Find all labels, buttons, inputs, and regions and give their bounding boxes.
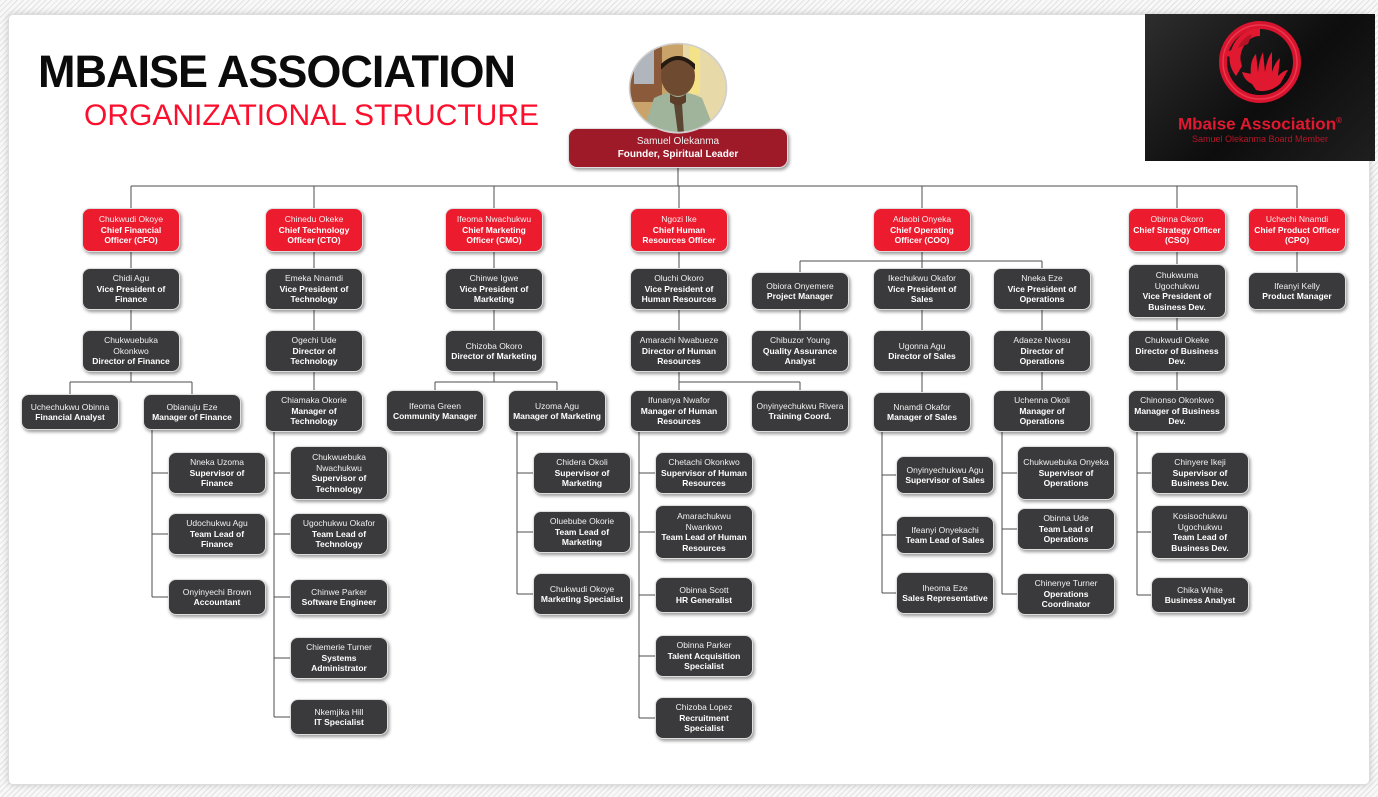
person-name: Onyinyechi Brown: [182, 586, 252, 597]
person-name: Ifunanya Nwafor: [648, 395, 710, 406]
person-title: Supervisor of Marketing: [554, 467, 610, 489]
org-node-biz_analyst: [1151, 577, 1249, 613]
person-name: Uzoma Agu: [535, 400, 579, 411]
org-node-sales_rep: [896, 572, 994, 614]
org-node-chro: [630, 208, 728, 252]
org-node-sys_admin: [290, 637, 388, 679]
person-name: Obianuju Eze: [166, 401, 218, 412]
person-name: Amarachi Nwabueze: [639, 335, 719, 346]
page-subtitle: ORGANIZATIONAL STRUCTURE: [84, 99, 540, 132]
person-name: Chetachi Okonkwo: [668, 457, 740, 468]
org-node-dir_tech: [265, 330, 363, 372]
person-title: Project Manager: [766, 291, 834, 301]
person-name: Amarachukwu Nwankwo: [677, 511, 731, 532]
org-node-community_mgr: [386, 390, 484, 432]
founder-photo: [628, 42, 728, 134]
org-node-vp_mktg: [445, 268, 543, 310]
person-name: Chukwuebuka Onyeka: [1023, 457, 1109, 468]
person-title: Chief Operating Officer (COO): [890, 224, 954, 246]
person-title: Vice President of Technology: [279, 283, 349, 305]
org-node-coo: [873, 208, 971, 252]
person-title: Supervisor of Sales: [905, 475, 985, 485]
org-node-mgr_tech: [265, 390, 363, 432]
person-name: Obinna Ude: [1043, 513, 1089, 524]
org-node-sup_finance: [168, 452, 266, 494]
person-name: Udochukwu Agu: [186, 518, 248, 529]
person-name: Kosisochukwu Ugochukwu: [1172, 511, 1228, 532]
org-node-recruit_spec: [655, 697, 753, 739]
org-node-founder: [568, 128, 788, 168]
person-name: Chukwudi Okoye: [98, 214, 164, 225]
person-title: Operations Coordinator: [1041, 588, 1091, 610]
person-name: Obinna Scott: [679, 584, 729, 595]
org-node-sup_ops: [1017, 446, 1115, 500]
person-title: Team Lead of Marketing: [554, 526, 610, 548]
lion-crest-icon: [1208, 14, 1312, 114]
person-name: Chizoba Lopez: [675, 702, 733, 713]
org-node-vp_hr: [630, 268, 728, 310]
org-node-dir_bizdev: [1128, 330, 1226, 372]
org-node-hr_generalist: [655, 577, 753, 613]
person-name: Obinna Parker: [676, 640, 732, 651]
person-name: Uchenna Okoli: [1014, 395, 1070, 406]
person-name: Ngozi Ike: [661, 214, 697, 225]
org-node-cto: [265, 208, 363, 252]
person-title: Talent Acquisition Specialist: [667, 650, 741, 672]
person-title: Sales Representative: [902, 593, 988, 603]
org-node-project_mgr: [751, 272, 849, 310]
person-title: Chief Product Officer (CPO): [1254, 224, 1340, 246]
org-node-fin_analyst: [21, 394, 119, 430]
person-title: Chief Technology Officer (CTO): [278, 224, 350, 246]
person-title: Vice President of Operations: [1007, 283, 1077, 305]
person-title: Director of Operations: [1019, 345, 1065, 367]
person-name: Ifeanyi Onyekachi: [911, 524, 979, 535]
org-node-sup_tech: [290, 446, 388, 500]
person-name: Obinna Okoro: [1150, 214, 1204, 225]
brand-name: Mbaise Association®: [1178, 114, 1342, 134]
org-node-mgr_finance: [143, 394, 241, 430]
person-name: Chinwe Igwe: [469, 273, 519, 284]
org-node-tl_ops: [1017, 508, 1115, 550]
org-node-vp_tech: [265, 268, 363, 310]
org-node-talent_acq: [655, 635, 753, 677]
org-node-tl_hr: [655, 505, 753, 559]
person-title: Manager of Marketing: [513, 411, 601, 421]
person-title: Director of Sales: [888, 351, 956, 361]
org-node-vp_sales: [873, 268, 971, 310]
person-title: Director of Finance: [92, 356, 170, 367]
person-title: Quality Assurance Analyst: [762, 345, 838, 367]
org-node-dir_hr: [630, 330, 728, 372]
person-name: Chinwe Parker: [311, 586, 367, 597]
person-title: Team Lead of Operations: [1038, 523, 1094, 545]
person-title: Financial Analyst: [35, 412, 105, 422]
person-title: Team Lead of Technology: [311, 528, 367, 550]
person-name: Chukwuma Ugochukwu: [1154, 270, 1200, 291]
emblem-monogram: ise: [1265, 42, 1275, 52]
person-title: Vice President of Human Resources: [641, 283, 717, 305]
person-title: Training Coord.: [768, 411, 832, 421]
person-title: Team Lead of Finance: [189, 528, 245, 550]
org-node-tl_finance: [168, 513, 266, 555]
org-node-mgr_ops: [993, 390, 1091, 432]
person-name: Uchechi Nnamdi: [1265, 214, 1329, 225]
person-title: Manager of Operations: [1019, 405, 1065, 427]
org-node-tl_bizdev: [1151, 505, 1249, 559]
org-node-ops_coord: [1017, 573, 1115, 615]
person-name: Onyinyechukwu Agu: [906, 464, 984, 475]
person-title: Manager of Sales: [887, 412, 957, 422]
person-name: Adaobi Onyeka: [892, 214, 952, 225]
person-name: Chinonso Okonkwo: [1140, 395, 1214, 406]
org-node-dir_mktg: [445, 330, 543, 372]
org-node-tl_sales: [896, 516, 994, 554]
person-name: Chidera Okoli: [556, 457, 608, 468]
person-name: Chika White: [1177, 584, 1223, 595]
person-title: Chief Strategy Officer (CSO): [1133, 224, 1221, 246]
org-node-sup_hr: [655, 452, 753, 494]
person-title: Director of Human Resources: [641, 345, 717, 367]
person-name: Chizoba Okoro: [465, 340, 523, 351]
person-title: Supervisor of Business Dev.: [1171, 467, 1229, 489]
person-name: Obiora Onyemere: [766, 280, 834, 291]
person-title: Chief Financial Officer (CFO): [100, 224, 162, 246]
person-name: Chinenye Turner: [1034, 578, 1098, 589]
org-node-training_coord: [751, 390, 849, 432]
org-node-dir_sales: [873, 330, 971, 372]
org-node-cmo: [445, 208, 543, 252]
person-name: Chukwudi Okoye: [549, 583, 615, 594]
person-title: Supervisor of Human Resources: [661, 467, 747, 489]
person-title: Marketing Specialist: [540, 594, 624, 604]
person-name: Emeka Nnamdi: [284, 273, 344, 284]
person-title: Accountant: [193, 597, 241, 607]
org-node-mgr_sales: [873, 392, 971, 432]
person-title: Founder, Spiritual Leader: [617, 149, 739, 160]
person-name: Ifeanyi Kelly: [1274, 280, 1320, 291]
person-name: Onyinyechukwu Rivera: [756, 400, 844, 411]
person-title: Recruitment Specialist: [679, 712, 729, 734]
person-title: Supervisor of Operations: [1038, 467, 1094, 489]
person-name: Ugonna Agu: [898, 340, 946, 351]
person-name: Chukwudi Okeke: [1144, 335, 1210, 346]
person-name: Oluchi Okoro: [654, 273, 704, 284]
org-node-sup_sales: [896, 456, 994, 494]
person-title: Team Lead of Sales: [905, 535, 985, 545]
person-title: Manager of Finance: [152, 412, 232, 422]
brand-tagline: Samuel Olekanma Board Member: [1191, 133, 1329, 144]
org-node-tl_mktg: [533, 511, 631, 553]
org-node-vp_ops: [993, 268, 1091, 310]
person-name: Uchechukwu Obinna: [30, 401, 110, 412]
person-title: Vice President of Finance: [96, 283, 166, 305]
person-title: Chief Human Resources Officer: [642, 224, 716, 246]
org-node-cpo: [1248, 208, 1346, 252]
org-node-mgr_mktg: [508, 390, 606, 432]
person-title: Supervisor of Technology: [311, 473, 367, 494]
org-node-sup_mktg: [533, 452, 631, 494]
person-name: Ikechukwu Okafor: [887, 273, 957, 284]
person-name: Oluebube Okorie: [549, 516, 615, 527]
org-node-mktg_spec: [533, 573, 631, 615]
person-title: Director of Technology: [290, 345, 338, 367]
org-node-cfo: [82, 208, 180, 252]
person-title: Team Lead of Human Resources: [661, 532, 747, 553]
org-node-product_mgr: [1248, 272, 1346, 310]
org-node-mgr_hr: [630, 390, 728, 432]
person-title: Software Engineer: [301, 597, 377, 607]
person-name: Chinedu Okeke: [284, 214, 344, 225]
person-title: Supervisor of Finance: [189, 467, 245, 489]
person-title: Team Lead of Business Dev.: [1171, 532, 1229, 553]
person-title: Systems Administrator: [311, 652, 367, 674]
person-title: Community Manager: [392, 411, 478, 421]
person-name: Chinyere Ikeji: [1174, 457, 1226, 468]
org-node-vp_finance: [82, 268, 180, 310]
org-node-dir_finance: [82, 330, 180, 372]
person-title: Business Analyst: [1164, 595, 1236, 605]
person-title: HR Generalist: [675, 595, 733, 605]
person-name: Ifeoma Nwachukwu: [456, 214, 532, 225]
person-title: Director of Business Dev.: [1135, 345, 1219, 367]
person-name: Ifeoma Green: [409, 400, 461, 411]
org-node-qa_analyst: [751, 330, 849, 372]
person-title: Vice President of Sales: [887, 283, 957, 305]
org-node-vp_bizdev: [1128, 264, 1226, 318]
person-title: Vice President of Marketing: [459, 283, 529, 305]
person-title: Product Manager: [1262, 291, 1332, 301]
person-name: Ogechi Ude: [291, 335, 337, 346]
org-node-accountant: [168, 579, 266, 615]
person-name: Chukwuebuka Nwachukwu: [312, 452, 366, 473]
person-title: Manager of Human Resources: [640, 405, 718, 427]
org-node-dir_ops: [993, 330, 1091, 372]
org-node-cso: [1128, 208, 1226, 252]
page-title: MBAISE ASSOCIATION: [38, 46, 516, 97]
person-name: Chiamaka Okorie: [281, 395, 347, 406]
org-node-sup_bizdev: [1151, 452, 1249, 494]
person-name: Adaeze Nwosu: [1013, 335, 1071, 346]
org-node-it_spec: [290, 699, 388, 735]
person-name: Ugochukwu Okafor: [302, 518, 376, 529]
person-title: IT Specialist: [314, 717, 364, 727]
person-name: Samuel Olekanma: [636, 136, 720, 147]
person-title: Chief Marketing Officer (CMO): [462, 224, 526, 246]
person-name: Iheoma Eze: [922, 582, 968, 593]
brand-logo-plaque: [1145, 14, 1375, 161]
person-title: Vice President of Business Dev.: [1142, 291, 1212, 312]
org-node-sw_eng: [290, 579, 388, 615]
person-name: Nnamdi Okafor: [893, 401, 951, 412]
person-title: Manager of Technology: [290, 405, 338, 427]
person-name: Chiemerie Turner: [306, 642, 372, 653]
person-name: Nkemjika Hill: [314, 706, 364, 717]
person-name: Chidi Agu: [112, 273, 150, 284]
person-title: Manager of Business Dev.: [1134, 405, 1220, 427]
org-node-tl_tech: [290, 513, 388, 555]
person-name: Nneka Eze: [1021, 273, 1063, 284]
person-name: Chukwuebuka Okonkwo: [104, 335, 158, 356]
org-node-mgr_bizdev: [1128, 390, 1226, 432]
person-name: Chibuzor Young: [769, 335, 831, 346]
person-name: Nneka Uzoma: [190, 457, 244, 468]
person-title: Director of Marketing: [451, 351, 537, 361]
